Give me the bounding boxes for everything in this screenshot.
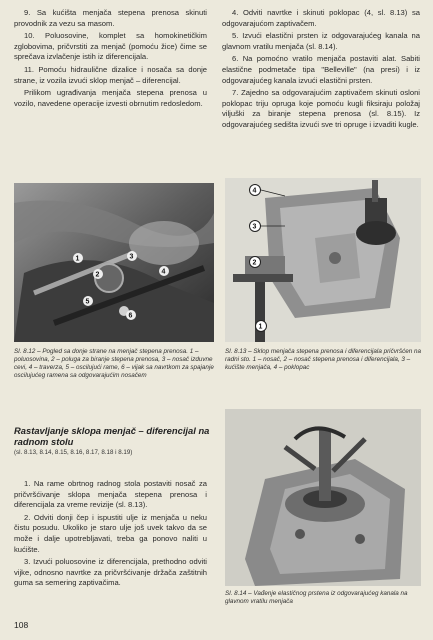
top-left-text [14,8,207,111]
paragraph: 1. Na rame obrtnog radnog stola postaviti nosač za pričvršćivanje sklopa menjača stepena prenosa i diferencijala za vreme revizije (sl. 8.13). [14,479,207,510]
paragraph: 2. Odviti donji čep i ispustiti ulje iz menjača u neku čistu posudu. Ukoliko je staro ulje još uvek takvo da se može i dalje upotrebljavati, treba ga ponovo naliti u kućište. [14,512,207,554]
paragraph: 6. Na pomoćno vratilo menjača postaviti alat. Sabiti elastične podmetače tipa "Belleville" (na presi) i iz odgovarajućeg kanala izvući elastični prsten. [222,54,420,85]
paragraph: 11. Pomoću hidraulične dizalice i nosača sa donje strane, iz vozila izvući sklop menjač – diferencijal. [14,64,207,85]
paragraph: 7. Zajedno sa odgovarajućim zaptivačem skinuti osloni poklopac triju opruga koje pomoću kugli fiksiraju položaj viljuški za biranje stepena prenosa (sl. 8.15). Iz odgovarajućeg sedišta izvući sve tri opruge i izvaditi kugle. [222,88,420,129]
label-marker: 2 [95,271,100,279]
section-heading: Rastavljanje sklopa menjač – diferencijal na radnom stolu [14,425,210,447]
paragraph: 9. Sa kućišta menjača stepena prenosa skinuti provodnik za vezu sa masom. [14,8,207,28]
paragraph: 5. Izvući elastični prsten iz odgovarajućeg kanala na glavnom vratilu menjača (sl. 8.14). [222,31,420,51]
paragraph: 4. Odviti navrtke i skinuti poklopac (4, sl. 8.13) sa odgovarajućom zaptivačem. [222,8,420,28]
top-right-text [222,8,420,133]
label-marker: 1 [258,323,263,331]
paragraph: 3. Izvući poluosovine iz diferencijala, prethodno odviti vijke, odnosno navrtke za pričvršćivanje držača zaštitnih guma sa semering zaptivačima. [14,557,207,588]
label-marker: 6 [128,312,133,320]
figure-8-13-caption: Sl. 8.13 – Sklop menjača stepena prenosa i diferencijala pričvršćen na radni sto. 1 – nosač, 2 – nosač stepena prenosa i diferencijala, 3 – kućište menjača, 4 – poklopac [225,348,422,372]
figure-8-12-photo [14,183,214,342]
figure-8-14-caption: Sl. 8.14 – Vađenje elastičnog prstena iz odgovarajućeg kanala na glavnom vratilu menjača [225,590,408,606]
section-references: (sl. 8.13, 8.14, 8.15, 8.16, 8.17, 8.18 i 8.19) [14,449,133,456]
bottom-left-text [14,479,207,591]
figure-8-13-photo [225,178,421,342]
label-marker: 5 [85,298,90,306]
paragraph: 10. Poluosovine, komplet sa homokinetičkim zglobovima, pričvrstiti za menjač (pomoću žice) čime se sprečava izvlačenje istih iz diferencijala. [14,31,207,62]
page-number: 108 [14,620,29,630]
figure-8-14-photo [225,409,421,586]
label-marker: 3 [129,253,134,261]
label-marker: 4 [252,187,257,195]
label-marker: 4 [161,268,166,276]
figure-8-12-caption: Sl. 8.12 – Pogled sa donje strane na menjač stepena prenosa. 1 – poluosovina, 2 – poluga za biranje stepena prenosa, 3 – nosač izduvne cevi, 4 – traverza, 5 – oscilujući rame, 6 – vijak sa navrtkom za spajanje oscilujućeg ramena sa odgovarajućim nosačem [14,348,214,380]
label-marker: 3 [252,223,257,231]
label-marker: 1 [75,255,80,263]
paragraph: Prilikom ugrađivanja menjača stepena prenosa u vozilo, navedene operacije izvesti obrnutim redosledom. [14,88,207,108]
label-marker: 2 [252,259,257,267]
